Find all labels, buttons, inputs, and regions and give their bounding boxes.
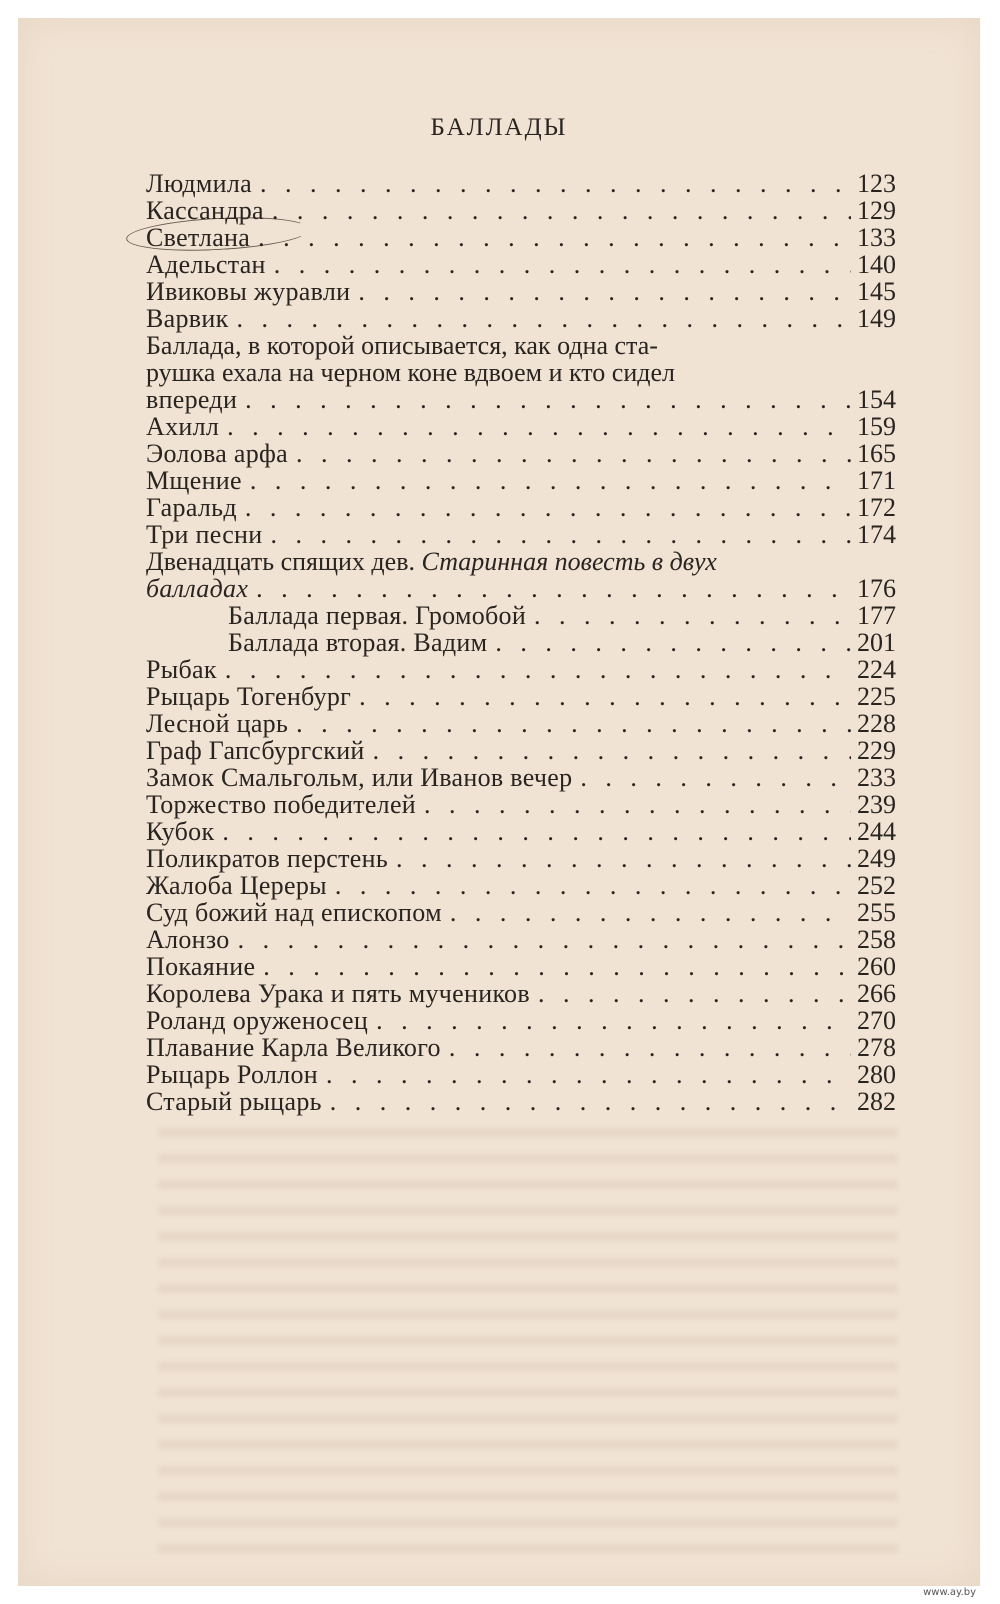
- toc-title: Жалоба Цереры: [146, 871, 327, 900]
- toc-entry: [146, 224, 896, 251]
- toc-entry: [146, 980, 896, 1007]
- dot-leader: [450, 899, 851, 926]
- dot-leader: [227, 413, 851, 440]
- toc-title: Людмила: [146, 169, 252, 198]
- toc-title: Ахилл: [146, 412, 220, 441]
- toc-subentry: [146, 602, 896, 629]
- toc-entry: [146, 386, 896, 413]
- toc-page: 266: [857, 979, 896, 1008]
- toc-title: Гаральд: [146, 493, 237, 522]
- toc-entry: [146, 521, 896, 548]
- toc-page: 270: [857, 1006, 896, 1035]
- toc-page: 149: [857, 304, 896, 333]
- toc-page: 176: [857, 574, 896, 603]
- dot-leader: [250, 467, 851, 494]
- toc-page: 165: [857, 439, 896, 468]
- toc-title: Мщение: [146, 466, 242, 495]
- toc-page: 224: [857, 655, 896, 684]
- dot-leader: [424, 791, 851, 818]
- dot-leader: [580, 764, 851, 791]
- dot-leader: [272, 197, 851, 224]
- toc-title: Кассандра: [146, 196, 264, 225]
- toc-title: Эолова арфа: [146, 439, 288, 468]
- toc-title: впереди: [146, 385, 238, 414]
- toc-title: Поликратов перстень: [146, 844, 388, 873]
- toc-page: 239: [857, 790, 896, 819]
- dot-leader: [245, 494, 851, 521]
- show-through-text: [158, 1128, 898, 1568]
- toc-title: Рыцарь Роллон: [146, 1060, 318, 1089]
- toc-title: Кубок: [146, 817, 215, 846]
- toc-page: 278: [857, 1033, 896, 1062]
- toc-title-line: рушка ехала на черном коне вдвоем и кто сидел: [146, 358, 675, 387]
- toc-title-line: [146, 548, 896, 575]
- dot-leader: [335, 872, 851, 899]
- toc-page: 280: [857, 1060, 896, 1089]
- toc-title: Адельстан: [146, 250, 266, 279]
- toc-page: 154: [857, 385, 896, 414]
- toc-title: Рыцарь Тогенбург: [146, 682, 352, 711]
- section-title: БАЛЛАДЫ: [430, 114, 568, 141]
- toc-title: Лесной царь: [146, 709, 289, 738]
- toc-entry: [146, 413, 896, 440]
- toc-title: Королева Урака и пять мучеников: [146, 979, 530, 1008]
- toc-entry: [146, 926, 896, 953]
- toc-entry: [146, 899, 896, 926]
- toc-entry: [146, 305, 896, 332]
- toc-page: 282: [857, 1087, 896, 1116]
- dot-leader: [449, 1034, 851, 1061]
- toc-page: 249: [857, 844, 896, 873]
- toc-entry: [146, 1061, 896, 1088]
- toc-entry: [146, 494, 896, 521]
- dot-leader: [274, 251, 851, 278]
- dot-leader: [263, 953, 851, 980]
- toc-entry: [146, 818, 896, 845]
- dot-leader: [495, 629, 851, 656]
- toc-subtitle-italic: Старинная повесть в двух: [421, 547, 717, 576]
- toc-title: Три песни: [146, 520, 263, 549]
- toc-page: 244: [857, 817, 896, 846]
- dot-leader: [237, 305, 851, 332]
- dot-leader: [222, 818, 851, 845]
- toc-title-plain: Двенадцать спящих дев.: [146, 547, 415, 576]
- toc-title: Роланд оруженосец: [146, 1006, 369, 1035]
- dot-leader: [373, 737, 851, 764]
- toc-page: 174: [857, 520, 896, 549]
- toc-title: Ивиковы журавли: [146, 277, 351, 306]
- dot-leader: [225, 656, 851, 683]
- scanned-page: [18, 18, 980, 1586]
- toc-title: Баллада первая. Громобой: [228, 601, 527, 630]
- toc-entry: [146, 1034, 896, 1061]
- toc-page: 133: [857, 223, 896, 252]
- dot-leader: [296, 710, 851, 737]
- dot-leader: [330, 1088, 851, 1115]
- toc-subentry: [146, 629, 896, 656]
- toc-page: 172: [857, 493, 896, 522]
- table-of-contents: [146, 170, 896, 1115]
- toc-entry: [146, 440, 896, 467]
- toc-entry: [146, 1088, 896, 1115]
- toc-page: 123: [857, 169, 896, 198]
- dot-leader: [326, 1061, 851, 1088]
- toc-page: 145: [857, 277, 896, 306]
- dot-leader: [376, 1007, 851, 1034]
- toc-entry: [146, 953, 896, 980]
- toc-entry: [146, 656, 896, 683]
- dot-leader: [260, 170, 851, 197]
- toc-entry: [146, 575, 896, 602]
- toc-title: Варвик: [146, 304, 229, 333]
- toc-title: Светлана: [146, 223, 251, 252]
- dot-leader: [296, 440, 851, 467]
- dot-leader: [534, 602, 851, 629]
- dot-leader: [270, 521, 851, 548]
- toc-entry: [146, 1007, 896, 1034]
- dot-leader: [359, 683, 851, 710]
- site-watermark: www.ay.by: [923, 1587, 976, 1598]
- toc-entry: [146, 845, 896, 872]
- toc-page: 258: [857, 925, 896, 954]
- dot-leader: [245, 386, 851, 413]
- toc-page: 229: [857, 736, 896, 765]
- toc-page: 228: [857, 709, 896, 738]
- toc-page: 260: [857, 952, 896, 981]
- toc-page: 252: [857, 871, 896, 900]
- toc-page: 159: [857, 412, 896, 441]
- toc-entry: [146, 791, 896, 818]
- toc-title: Алонзо: [146, 925, 230, 954]
- dot-leader: [258, 224, 851, 251]
- toc-title: Покаяние: [146, 952, 256, 981]
- dot-leader: [396, 845, 851, 872]
- toc-entry: [146, 737, 896, 764]
- toc-entry: [146, 764, 896, 791]
- toc-page: 140: [857, 250, 896, 279]
- toc-entry: [146, 251, 896, 278]
- toc-subtitle-italic: балладах: [146, 574, 249, 603]
- toc-entry: [146, 683, 896, 710]
- toc-page: 171: [857, 466, 896, 495]
- toc-entry: [146, 872, 896, 899]
- toc-title-line: Баллада, в которой описывается, как одна ста-: [146, 331, 658, 360]
- toc-title: Суд божий над епископом: [146, 898, 442, 927]
- dot-leader: [238, 926, 851, 953]
- dot-leader: [256, 575, 851, 602]
- toc-title: Плавание Карла Великого: [146, 1033, 441, 1062]
- toc-entry: [146, 170, 896, 197]
- toc-title: Граф Гапсбургский: [146, 736, 365, 765]
- toc-title: Старый рыцарь: [146, 1087, 322, 1116]
- toc-page: 233: [857, 763, 896, 792]
- toc-page: 177: [857, 601, 896, 630]
- dot-leader: [538, 980, 851, 1007]
- toc-entry: [146, 197, 896, 224]
- dot-leader: [358, 278, 851, 305]
- toc-entry: [146, 710, 896, 737]
- toc-title: Баллада вторая. Вадим: [228, 628, 488, 657]
- toc-entry: [146, 467, 896, 494]
- toc-title: Замок Смальгольм, или Иванов вечер: [146, 763, 573, 792]
- toc-page: 255: [857, 898, 896, 927]
- toc-entry: [146, 278, 896, 305]
- toc-page: 129: [857, 196, 896, 225]
- toc-title: Торжество победителей: [146, 790, 417, 819]
- toc-title: Рыбак: [146, 655, 217, 684]
- toc-page: 225: [857, 682, 896, 711]
- toc-page: 201: [857, 628, 896, 657]
